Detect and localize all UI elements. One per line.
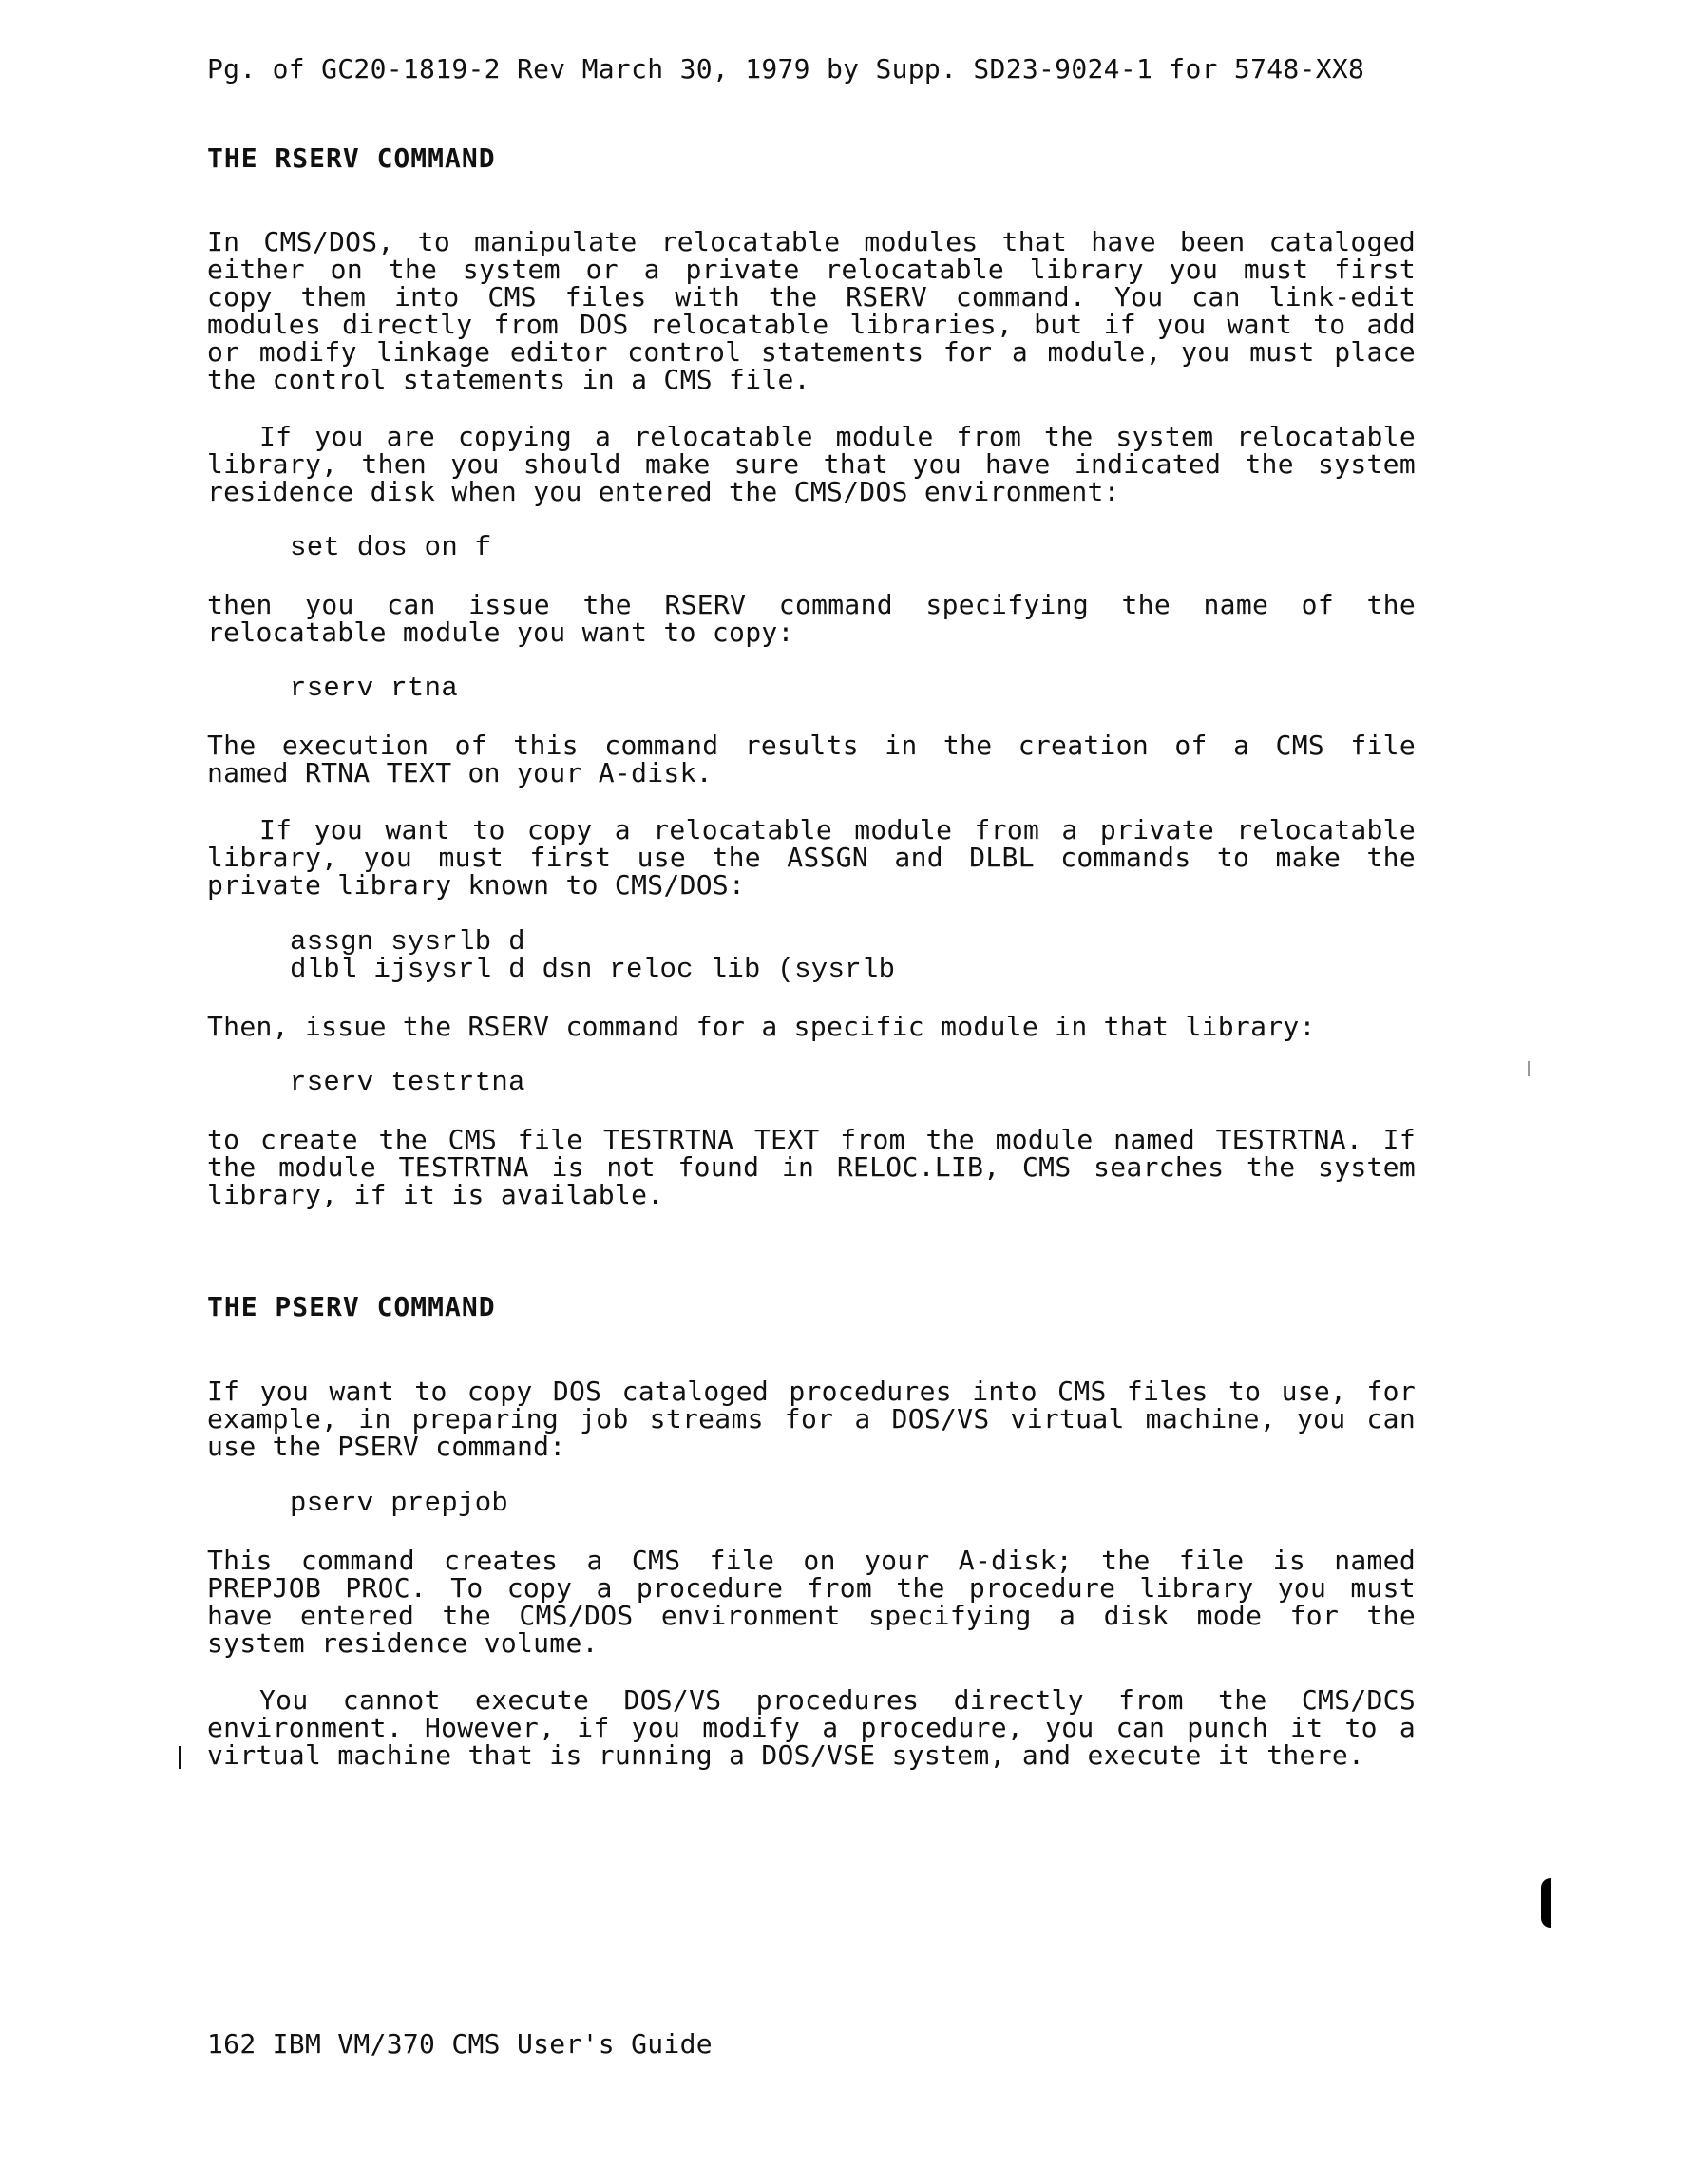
page-footer: 162 IBM VM/370 CMS User's Guide <box>207 2028 713 2060</box>
rserv-p1-line6: the control statements in a CMS file. <box>207 364 810 395</box>
rserv-p5-line2: library, you must first use the ASSGN and DLBL commands to make the <box>207 842 1416 873</box>
rserv-heading: THE RSERV COMMAND <box>207 142 496 174</box>
rserv-p5-line1: If you want to copy a relocatable module from a private relocatable <box>259 814 1416 845</box>
rserv-p3-line1: then you can issue the RSERV command specifying the name of the <box>207 589 1416 620</box>
code-rserv-rtna: rserv rtna <box>290 673 459 704</box>
pserv-heading: THE PSERV COMMAND <box>207 1291 496 1322</box>
rserv-p4-line1: The execution of this command results in the creation of a CMS file <box>207 730 1416 761</box>
pserv-p2-line3: have entered the CMS/DOS environment specifying a disk mode for the <box>207 1600 1416 1631</box>
rserv-p2-line3: residence disk when you entered the CMS/DOS environment: <box>207 476 1120 507</box>
code-pserv-prepjob: pserv prepjob <box>290 1488 509 1519</box>
revision-change-bar <box>179 1746 181 1769</box>
rserv-p3-line2: relocatable module you want to copy: <box>207 617 794 648</box>
page-header: Pg. of GC20-1819-2 Rev March 30, 1979 by Supp. SD23-9024-1 for 5748-XX8 <box>207 53 1365 85</box>
scan-edge-mark <box>1541 1878 1551 1928</box>
rserv-p7-line1: to create the CMS file TESTRTNA TEXT from the module named TESTRTNA. If <box>207 1124 1416 1155</box>
rserv-p1-line5: or modify linkage editor control statements for a module, you must place <box>207 336 1416 368</box>
code-assgn: assgn sysrlb d <box>290 926 525 958</box>
rserv-p1-line2: either on the system or a private relocatable library you must first <box>207 254 1416 285</box>
scan-mark <box>1528 1061 1530 1076</box>
pserv-p1-line1: If you want to copy DOS cataloged procedures into CMS files to use, for <box>207 1376 1416 1407</box>
rserv-p2-line1: If you are copying a relocatable module from the system relocatable <box>259 421 1416 452</box>
rserv-p7-line2: the module TESTRTNA is not found in RELOC.LIB, CMS searches the system <box>207 1151 1416 1183</box>
code-dlbl: dlbl ijsysrl d dsn reloc lib (sysrlb <box>290 954 896 985</box>
rserv-p1-line1: In CMS/DOS, to manipulate relocatable modules that have been cataloged <box>207 226 1416 257</box>
pserv-p3-line2: environment. However, if you modify a procedure, you can punch it to a <box>207 1712 1416 1743</box>
pserv-p3-line1: You cannot execute DOS/VS procedures directly from the CMS/DCS <box>259 1684 1416 1716</box>
code-set-dos: set dos on f <box>290 532 492 563</box>
pserv-p2-line4: system residence volume. <box>207 1627 599 1659</box>
pserv-p3-line3: virtual machine that is running a DOS/VSE system, and execute it there. <box>207 1739 1365 1771</box>
rserv-p6: Then, issue the RSERV command for a specific module in that library: <box>207 1011 1316 1042</box>
pserv-p2-line1: This command creates a CMS file on your A-disk; the file is named <box>207 1545 1416 1576</box>
rserv-p7-line3: library, if it is available. <box>207 1179 664 1210</box>
rserv-p2-line2: library, then you should make sure that you have indicated the system <box>207 448 1416 480</box>
pserv-p2-line2: PREPJOB PROC. To copy a procedure from the procedure library you must <box>207 1572 1416 1604</box>
rserv-p5-line3: private library known to CMS/DOS: <box>207 869 746 901</box>
pserv-p1-line2: example, in preparing job streams for a DOS/VS virtual machine, you can <box>207 1403 1416 1434</box>
pserv-p1-line3: use the PSERV command: <box>207 1431 566 1462</box>
rserv-p4-line2: named RTNA TEXT on your A-disk. <box>207 757 713 788</box>
rserv-p1-line3: copy them into CMS files with the RSERV command. You can link-edit <box>207 281 1416 313</box>
code-rserv-testrtna: rserv testrtna <box>290 1067 525 1098</box>
rserv-p1-line4: modules directly from DOS relocatable libraries, but if you want to add <box>207 309 1416 340</box>
